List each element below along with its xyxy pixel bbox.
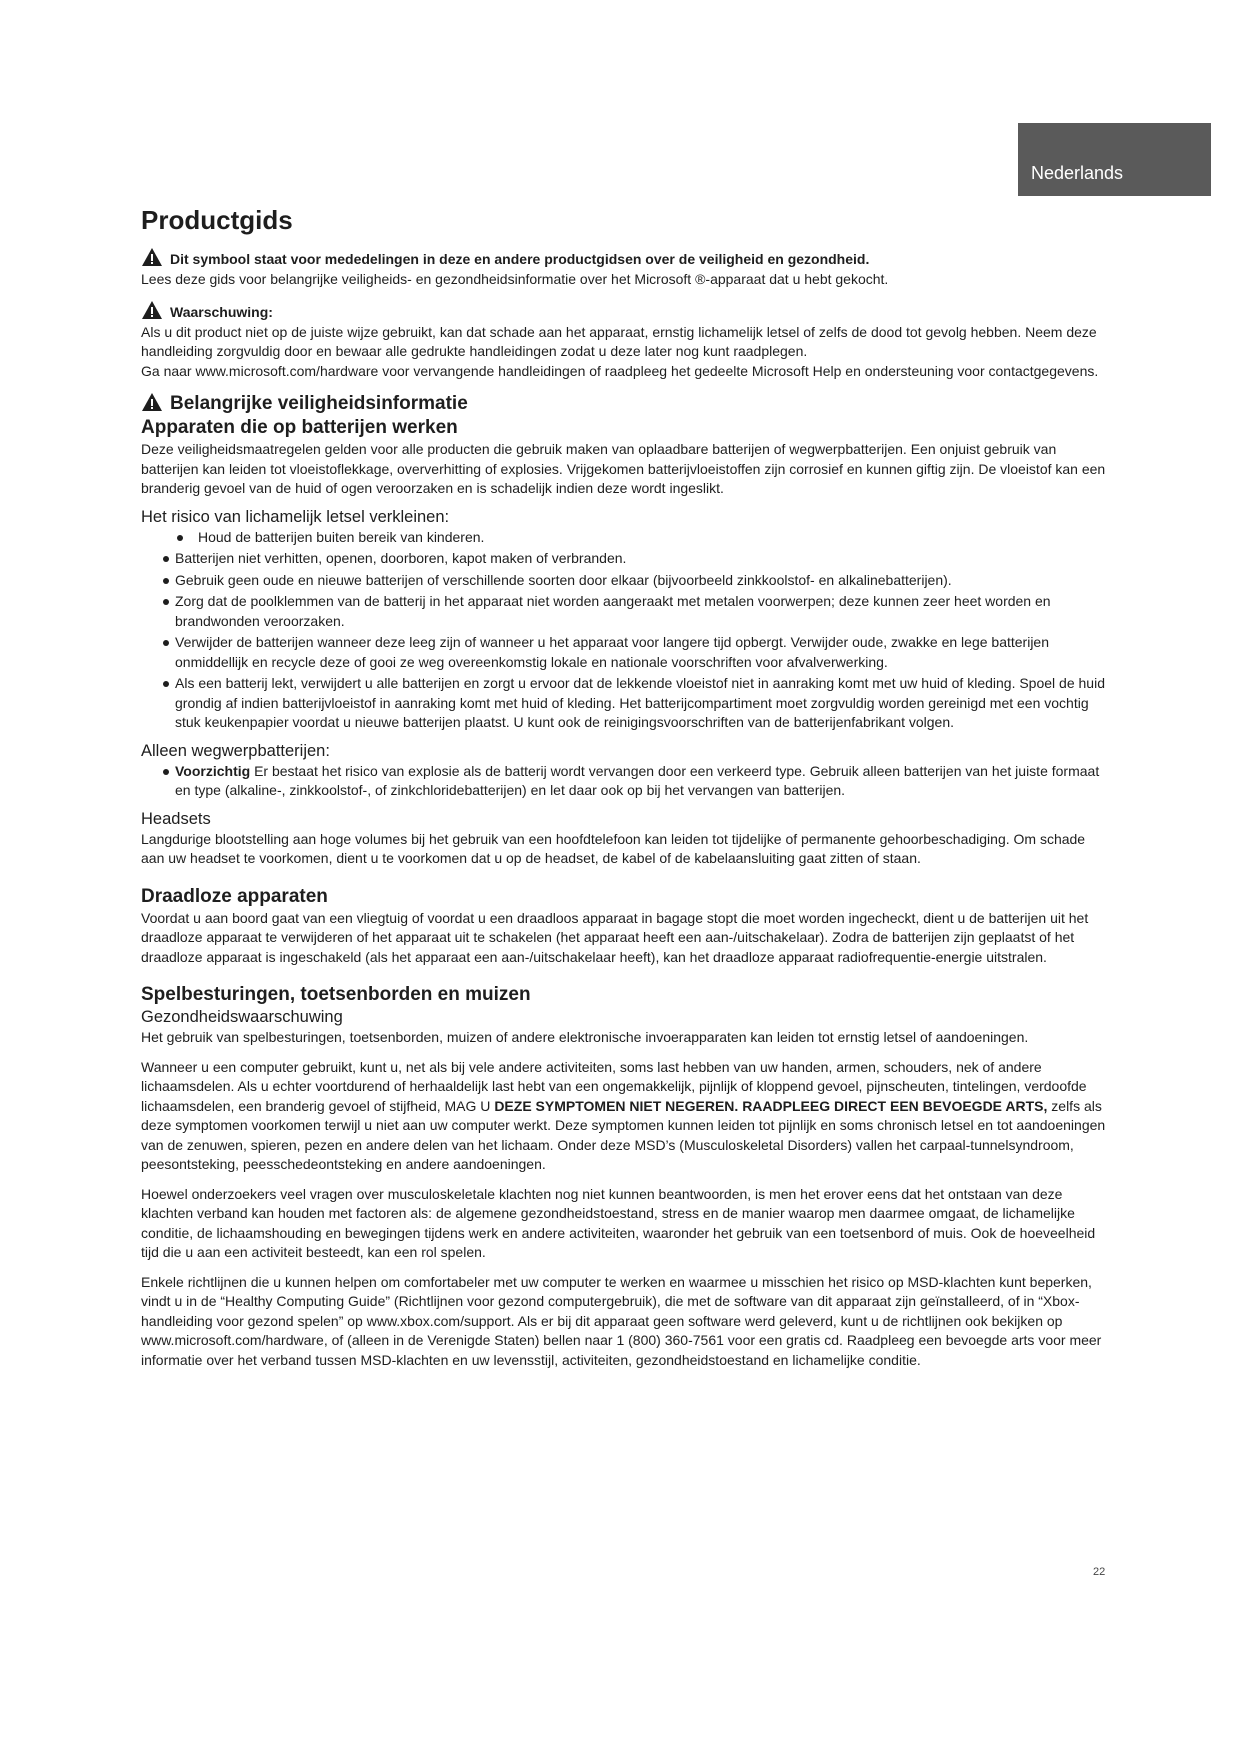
controllers-p2: Wanneer u een computer gebruikt, kunt u, net als bij vele andere activiteiten, soms last hebben van uw handen, armen, schouders, nek of andere lichaamsdelen. Als u echter voortdurend of herhaaldelijk last hebt van een ongemakkelijk, pijnlijk of kloppend gevoel, pijnscheuten, tintelingen, verdoofde lichaamsdelen, een branderig gevoel of stijfheid, MAG U DEZE SYMPTOMEN NIET NEGEREN. RAADPLEEG DIRECT EEN BEVOEGDE ARTS, zelfs als deze symptomen voorkomen terwijl u niet aan uw computer werkt. Deze symptomen kunnen leiden tot pijnlijk en soms chronisch letsel en tot aandoeningen van de zenuwen, spieren, pezen en andere delen van het lichaam. Onder deze MSD’s (Musculoskeletal Disorders) vallen het carpaal-tunnelsyndroom, peesontsteking, peesschedeontsteking en andere aandoeningen. <box>141 1058 1106 1172</box>
disposable-list <box>141 762 1106 801</box>
symbol-notice <box>141 247 1106 289</box>
language-label: Nederlands <box>1031 163 1124 183</box>
list-item: Batterijen niet verhitten, openen, doorboren, kapot maken of verbranden. <box>141 549 1106 569</box>
symbol-notice-text: Lees deze gids voor belangrijke veiligheids- en gezondheidsinformatie over het Microsoft ®-apparaat dat u hebt gekocht. <box>141 270 889 287</box>
wireless-text: Voordat u aan boord gaat van een vliegtuig of voordat u een draadloos apparaat in bagage stopt die moet worden ingecheckt, dient u de batterijen uit het draadloze apparaat te verwijderen of het apparaat uit te schakelen (het apparaat heeft een aan-/uitschakelaar). Zodra de batterijen zijn geplaatst of het draadloze apparaat is ingeschakeld (als het apparaat een aan-/uitschakelaar heeft), kan het draadloze apparaat radiofrequentie-energie uitstralen. <box>141 909 1089 965</box>
list-item: Verwijder de batterijen wanneer deze leeg zijn of wanneer u het apparaat voor langere tijd opbergt. Verwijder oude, zwakke en lege batterijen onmiddellijk en recycle deze of gooi ze weg overeenkomstig lokale en nationale voorschriften voor afvalverwerking. <box>141 633 1106 672</box>
risk-list <box>141 528 1106 733</box>
caution-label: Voorzichtig <box>175 762 251 779</box>
controllers-heading: Spelbesturingen, toetsenborden en muizen <box>141 984 531 1005</box>
warning-triangle-icon <box>141 247 163 267</box>
warning-text-1: Als u dit product niet op de juiste wijze gebruikt, kan dat schade aan het apparaat, ernstig lichamelijk letsel of zelfs de dood tot gevolg hebben. Neem deze handleiding zorgvuldig door en bewaar alle gedrukte handleidingen zodat u deze later nog kunt raadplegen. <box>141 323 1097 359</box>
headsets-heading: Headsets <box>141 809 211 828</box>
list-item: Zorg dat de poolklemmen van de batterij in het apparaat niet worden aangeraakt met metalen voorwerpen; deze kunnen zeer heet worden en brandwonden veroorzaken. <box>141 592 1106 631</box>
warning-text-2: Ga naar www.microsoft.com/hardware voor vervangende handleidingen of raadpleeg het gedeelte Microsoft Help en ondersteuning voor contactgegevens. <box>141 362 1099 379</box>
controllers-p1: Het gebruik van spelbesturingen, toetsenborden, muizen of andere elektronische invoerapparaten kan leiden tot ernstig letsel of aandoeningen. <box>141 1029 1029 1045</box>
batteries-heading: Apparaten die op batterijen werken <box>141 417 458 438</box>
disposable-heading: Alleen wegwerpbatterijen: <box>141 741 330 760</box>
list-item: Voorzichtig Er bestaat het risico van explosie als de batterij wordt vervangen door een verkeerd type. Gebruik alleen batterijen van het juiste formaat en type (alkaline-, zinkkoolstof-, of zinkchloridebatterijen) en let daar ook op bij het vervangen van batterijen. <box>141 762 1106 801</box>
warning-triangle-icon <box>141 392 163 412</box>
safety-heading: Belangrijke veiligheidsinformatie <box>141 392 1106 416</box>
list-item: Als een batterij lekt, verwijdert u alle batterijen en zorgt u ervoor dat de lekkende vloeistof niet in aanraking komt met uw huid of kleding. Spoel de huid grondig af indien batterijvloeistof in aanraking komt met huid of kleding. Het batterijcompartiment moet zorgvuldig worden gereinigd met een vochtig stuk keukenpapier voordat u nieuwe batterijen plaatst. U kunt ook de reinigingsvoorschriften van de batterijenfabrikant volgen. <box>141 674 1106 733</box>
language-tab <box>1018 123 1211 196</box>
warning-heading: Waarschuwing: <box>141 300 1106 323</box>
page-number: 22 <box>1093 1566 1106 1578</box>
risk-heading: Het risico van lichamelijk letsel verkleinen: <box>141 507 450 526</box>
page-title: Productgids <box>141 205 293 235</box>
list-item: Houd de batterijen buiten bereik van kinderen. <box>141 528 1106 548</box>
wireless-heading: Draadloze apparaten <box>141 885 328 907</box>
warning-triangle-icon <box>141 300 163 320</box>
document-page <box>141 204 1106 1370</box>
list-item: Gebruik geen oude en nieuwe batterijen of verschillende soorten door elkaar (bijvoorbeeld zinkkoolstof- en alkalinebatterijen). <box>141 571 1106 591</box>
controllers-p3: Hoewel onderzoekers veel vragen over musculoskeletale klachten nog niet kunnen beantwoorden, is men het erover eens dat het ontstaan van deze klachten verband kan houden met factoren als: de algemene gezondheidstoestand, stress en de manier waarop men daarmee omgaat, de lichamelijke conditie, de lichaamshouding en bewegingen tijdens werk en andere activiteiten, waaronder het gebruik van een toetsenbord of muis. Ook de hoeveelheid tijd die u aan een activiteit besteedt, kan een rol spelen. <box>141 1185 1096 1260</box>
warning-block <box>141 300 1106 381</box>
health-warning-heading: Gezondheidswaarschuwing <box>141 1008 343 1026</box>
symbol-notice-heading: Dit symbool staat voor mededelingen in deze en andere productgidsen over de veiligheid en gezondheid. <box>141 247 1106 270</box>
batteries-intro: Deze veiligheidsmaatregelen gelden voor alle producten die gebruik maken van oplaadbare batterijen of wegwerpbatterijen. Een onjuist gebruik van batterijen kan leiden tot vloeistoflekkage, oververhitting of explosies. Vrijgekomen batterijvloeistoffen zijn corrosief en kunnen giftig zijn. De vloeistof kan een branderig gevoel van de huid of ogen veroorzaken en is schadelijk indien deze wordt ingeslikt. <box>141 441 1106 496</box>
headsets-text: Langdurige blootstelling aan hoge volumes bij het gebruik van een hoofdtelefoon kan leiden tot tijdelijke of permanente gehoorbeschadiging. Om schade aan uw headset te voorkomen, dient u te voorkomen dat u op de headset, de kabel of de kabelaansluiting gaat zitten of staan. <box>141 830 1086 866</box>
controllers-p4: Enkele richtlijnen die u kunnen helpen om comfortabeler met uw computer te werken en waarmee u misschien het risico op MSD-klachten kunt beperken, vindt u in de “Healthy Computing Guide” (Richtlijnen voor gezond computergebruik), die met de software van dit apparaat zijn geïnstalleerd, of in “Xbox-handleiding voor gezond spelen” op www.xbox.com/support. Als er bij dit apparaat geen software werd geleverd, kunt u de richtlijnen ook bekijken op www.microsoft.com/hardware, of (alleen in de Verenigde Staten) bellen naar 1 (800) 360-7561 voor een gratis cd. Raadpleeg een bevoegde arts voor meer informatie over het verband tussen MSD-klachten en uw levensstijl, activiteiten, gezondheidstoestand en lichamelijke conditie. <box>141 1273 1102 1368</box>
